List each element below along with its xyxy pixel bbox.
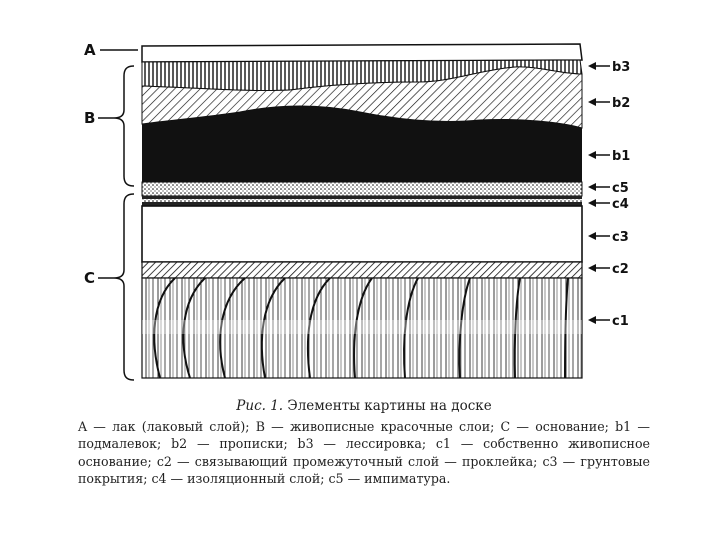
svg-text:c2: c2 <box>612 262 629 277</box>
figure-caption <box>78 398 650 488</box>
svg-text:B: B <box>84 109 96 127</box>
svg-text:b2: b2 <box>612 96 631 111</box>
right-label-b2 <box>588 96 630 111</box>
caption-figure-title: Элементы картины на доске <box>287 398 492 414</box>
left-label-a <box>84 41 138 59</box>
layer-c1-board <box>142 278 582 378</box>
left-label-c <box>84 269 114 287</box>
layer-a-varnish <box>142 44 582 62</box>
svg-text:C: C <box>84 269 96 287</box>
right-label-c5 <box>588 181 629 196</box>
layer-c4-texture <box>142 199 582 202</box>
right-label-c4 <box>588 197 629 212</box>
left-label-b <box>84 109 114 127</box>
layer-c3-ground <box>142 206 582 262</box>
svg-text:A: A <box>84 41 96 59</box>
caption-figure-number: Рис. 1. <box>236 398 284 414</box>
caption-body: A — лак (лаковый слой); B — живописные красочные слои; C — основание; b1 — подмалевок; b2 — прописки; b3 — лессировка; c1 — собственно живописное основание; c2 — связывающий промежуточный слой — проклейка; c3 — грунтовые покрытия; c4 — изоляционный слой; c5 — импиматура. <box>78 418 650 486</box>
svg-text:c4: c4 <box>612 197 629 212</box>
right-label-c3 <box>588 230 629 245</box>
svg-text:c1: c1 <box>612 314 629 329</box>
layer-c2-sizing <box>142 262 582 278</box>
svg-text:c3: c3 <box>612 230 629 245</box>
right-label-b1 <box>588 149 630 164</box>
svg-text:b1: b1 <box>612 149 631 164</box>
layer-c5-imprimatura <box>142 182 582 196</box>
right-label-b3 <box>588 60 630 75</box>
bracket-c <box>114 194 134 380</box>
caption-title <box>78 398 650 416</box>
bracket-b <box>114 66 134 186</box>
right-label-c1 <box>588 314 629 329</box>
right-label-c2 <box>588 262 629 277</box>
svg-text:b3: b3 <box>612 60 631 75</box>
svg-text:c5: c5 <box>612 181 629 196</box>
